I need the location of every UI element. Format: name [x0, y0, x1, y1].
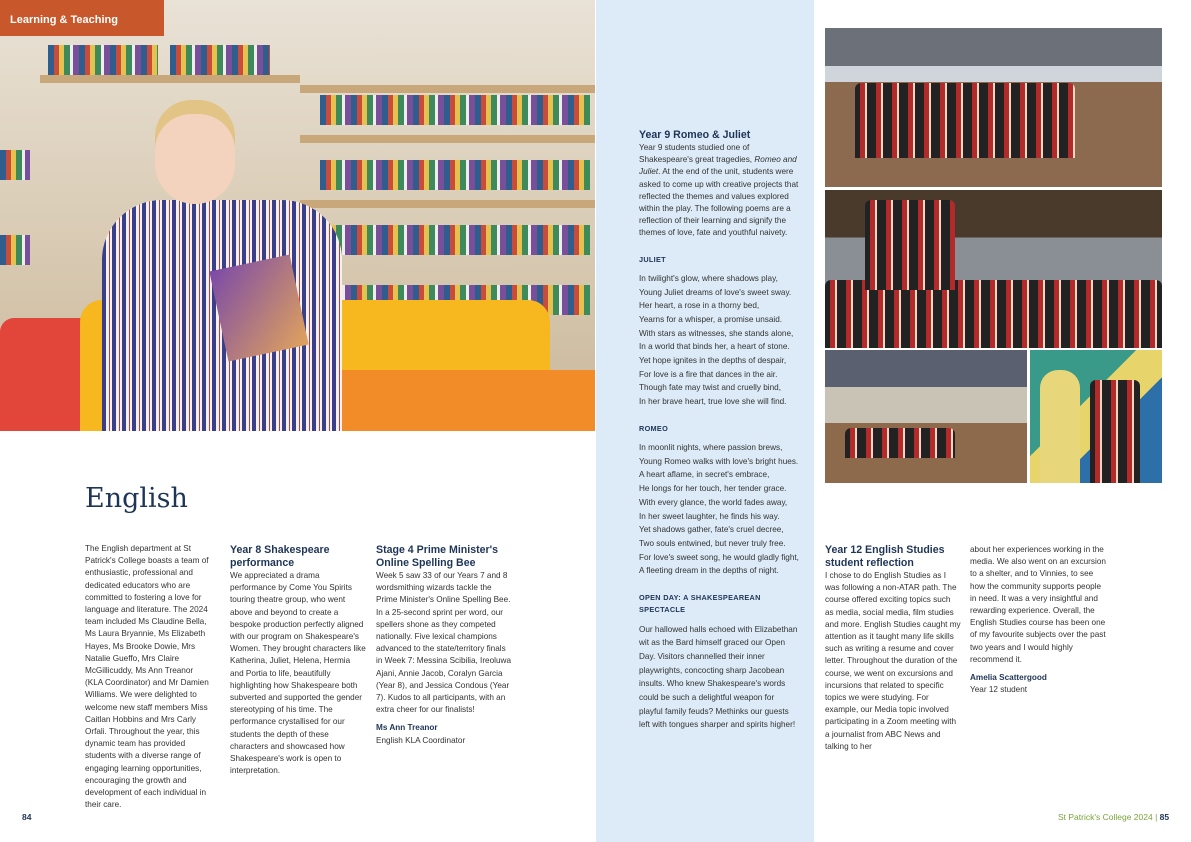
poem-line: In her sweet laughter, he finds his way. — [639, 511, 780, 521]
books — [320, 95, 590, 125]
bookshelf — [300, 200, 595, 208]
open-day-body: Our hallowed halls echoed with Elizabethan wit as the Bard himself graced our Open Day. Visitors channelled their inner playwrights, concocting sharp Jacobean insults. Who knew Shakespeare's words could be such a delightful weapon for playful family feuds? Methinks our guests left with tongues sharper and spirits higher! — [639, 624, 798, 730]
books — [320, 225, 590, 255]
year8-body: We appreciated a drama performance by Come You Spirits touring theatre group, who went above and beyond to create a bespoke production perfectly aligned with our program on Shakespeare's Women. They brought characters like Katherina, Juliet, Helena, Hermia and Portia to life, beautifully highlighting how Shakespeare both subverted and supported the gender stereotyping of his time. The performance crystallised for our students the depth of these characters and showcased how Shakespeare's work is open to interpretation. — [230, 571, 366, 776]
books — [320, 160, 590, 190]
year9-body-title: Romeo and Juliet — [639, 155, 797, 177]
year8-column — [230, 544, 366, 777]
student-face — [155, 100, 235, 204]
photo-shakespeare-costume — [1030, 350, 1162, 483]
actors — [865, 200, 955, 290]
books — [48, 45, 158, 75]
page-number-right: 85 — [1159, 812, 1170, 822]
photo-students-watching-actors — [825, 190, 1162, 348]
footer-right — [1058, 812, 1169, 822]
poem-line: With stars as witnesses, she stands alone, — [639, 328, 794, 338]
spelling-bee-column — [376, 544, 512, 747]
year12-body-part-b: about her experiences working in the media. We also went on an excursion to a shelter, and to Vinnies, to see how the community supports people in need. It was a very insightful and rewarding experience. Overall, the English Studies course has been one of my favourite subjects over the past two years and I would highly recommend it. — [970, 545, 1106, 664]
students-group — [855, 83, 1075, 158]
english-intro-text: The English department at St Patrick's College boasts a team of enthusiastic, professional and dedicated educators who are committed to fostering a love for language and literature. The 2024 team included Ms Claudine Bella, Ms Laura Bryannie, Ms Elizabeth Hayes, Ms Brooke Dowie, Mrs Natalie Gueffo, Mrs Claire McGillicuddy, Ms Ann Treanor (KLA Coordinator) and Mr Damien Williams. We were delighted to welcome new staff members Miss Caitlan Hobbins and Mrs Carly Orfali. Throughout the year, this dynamic team has provided students with a diverse range of engaging learning opportunities, encouraging the growth and development of each individual in their care. — [85, 544, 209, 810]
year9-body-part-b: . At the end of the unit, students were asked to come up with creative projects that reflected the themes and values explored within the play. The following poems are a reflection of their learning and signify the themes of love, fate and youthful naivety. — [639, 167, 799, 238]
poem-line: In a world that binds her, a heart of stone. — [639, 342, 790, 352]
year12-column-right — [970, 544, 1106, 696]
open-day-label: OPEN DAY: A SHAKESPEAREAN SPECTACLE — [639, 593, 761, 615]
poem-line: For love is a fire that dances in the air. — [639, 369, 778, 379]
year12-body-part-a: I chose to do English Studies as I was following a non-ATAR path. The course offered exciting topics such as media, social media, film studies and more. English Studies caught my attention as it taught many life skills such as writing a resume and cover letter. Throughout the duration of the course, we went on excursions and incursions that related to specific topics we were studying. For example, our Media topic involved participating in a Zoom meeting with a journalist from ABC News and talking to her — [825, 571, 961, 751]
hero-photo-student-reading — [0, 0, 595, 431]
poem-line: In moonlit nights, where passion brews, — [639, 443, 783, 453]
poem-line: For love's sweet song, he would gladly fight, — [639, 552, 799, 562]
footer-separator: | — [1155, 812, 1160, 822]
year9-column — [639, 129, 799, 732]
photo-students-performance-hall — [825, 28, 1162, 187]
bookshelf — [300, 85, 595, 93]
books — [170, 45, 270, 75]
juliet-poem — [639, 272, 799, 409]
students-group — [845, 428, 955, 458]
visitor-figure — [1040, 370, 1080, 483]
year12-signature-role: Year 12 student — [970, 685, 1028, 695]
poem-line: Yet shadows gather, fate's cruel decree, — [639, 525, 784, 535]
poem-line: Her heart, a rose in a thorny bed, — [639, 301, 760, 311]
spelling-bee-signature-role: English KLA Coordinator — [376, 735, 466, 745]
bookshelf — [40, 75, 300, 83]
poem-line: In her brave heart, true love she will find. — [639, 397, 787, 407]
poem-line: With every glance, the world fades away, — [639, 497, 788, 507]
romeo-poem — [639, 441, 799, 578]
year12-column-left — [825, 544, 961, 753]
poem-line: In twilight's glow, where shadows play, — [639, 273, 778, 283]
page-number-left: 84 — [22, 812, 32, 822]
year9-body — [639, 142, 799, 240]
spelling-bee-signature-name: Ms Ann Treanor — [376, 723, 438, 733]
spelling-bee-heading: Stage 4 Prime Minister's Online Spelling Bee — [376, 544, 499, 569]
romeo-poem-label: ROMEO — [639, 423, 669, 433]
page-title: English — [85, 483, 188, 514]
orange-cushion — [300, 370, 595, 431]
poem-line: Yet hope ignites in the depths of despair, — [639, 356, 787, 366]
year9-heading: Year 9 Romeo & Juliet — [639, 129, 751, 141]
bookshelf — [300, 135, 595, 143]
year12-signature-name: Amelia Scattergood — [970, 673, 1047, 683]
poem-line: Though fate may twist and cruelly bind, — [639, 383, 781, 393]
juliet-poem-label: JULIET — [639, 254, 666, 264]
section-tag: Learning & Teaching — [0, 0, 164, 36]
year12-heading: Year 12 English Studies student reflection — [825, 544, 945, 569]
spelling-bee-body: Week 5 saw 33 of our Years 7 and 8 wordsmithing wizards tackle the Prime Minister's Online Spelling Bee. In a 25-second sprint per word, our spellers shone as they competed nationally. Five lexical champions advanced to the state/territory finals in Week 7: Messina Scibilia, Ireoluwa Ajani, Annie Jacob, Coralyn Garcia (Year 8), and Jessica Condous (Year 7). Kudos to all participants, with an extra cheer for our finalists! — [376, 571, 512, 715]
books — [0, 150, 30, 180]
footer-school: St Patrick's College 2024 — [1058, 812, 1153, 822]
poem-line: A heart aflame, in secret's embrace, — [639, 470, 770, 480]
poem-line: A fleeting dream in the depths of night. — [639, 566, 779, 576]
costumed-actor — [1090, 380, 1140, 483]
poem-line: Young Romeo walks with love's bright hues. — [639, 456, 799, 466]
english-intro-column — [85, 543, 213, 811]
students-group — [825, 280, 1162, 348]
poem-line: He longs for her touch, her tender grace. — [639, 484, 787, 494]
year8-heading: Year 8 Shakespeare performance — [230, 544, 330, 569]
poem-line: Young Juliet dreams of love's sweet sway. — [639, 287, 792, 297]
poem-line: Yearns for a whisper, a promise unsaid. — [639, 314, 783, 324]
photo-gym-hall — [825, 350, 1027, 483]
year9-body-part-a: Year 9 students studied one of Shakespeare's great tragedies, — [639, 143, 755, 165]
poem-line: Two souls entwined, but never truly free. — [639, 538, 786, 548]
books — [0, 235, 30, 265]
